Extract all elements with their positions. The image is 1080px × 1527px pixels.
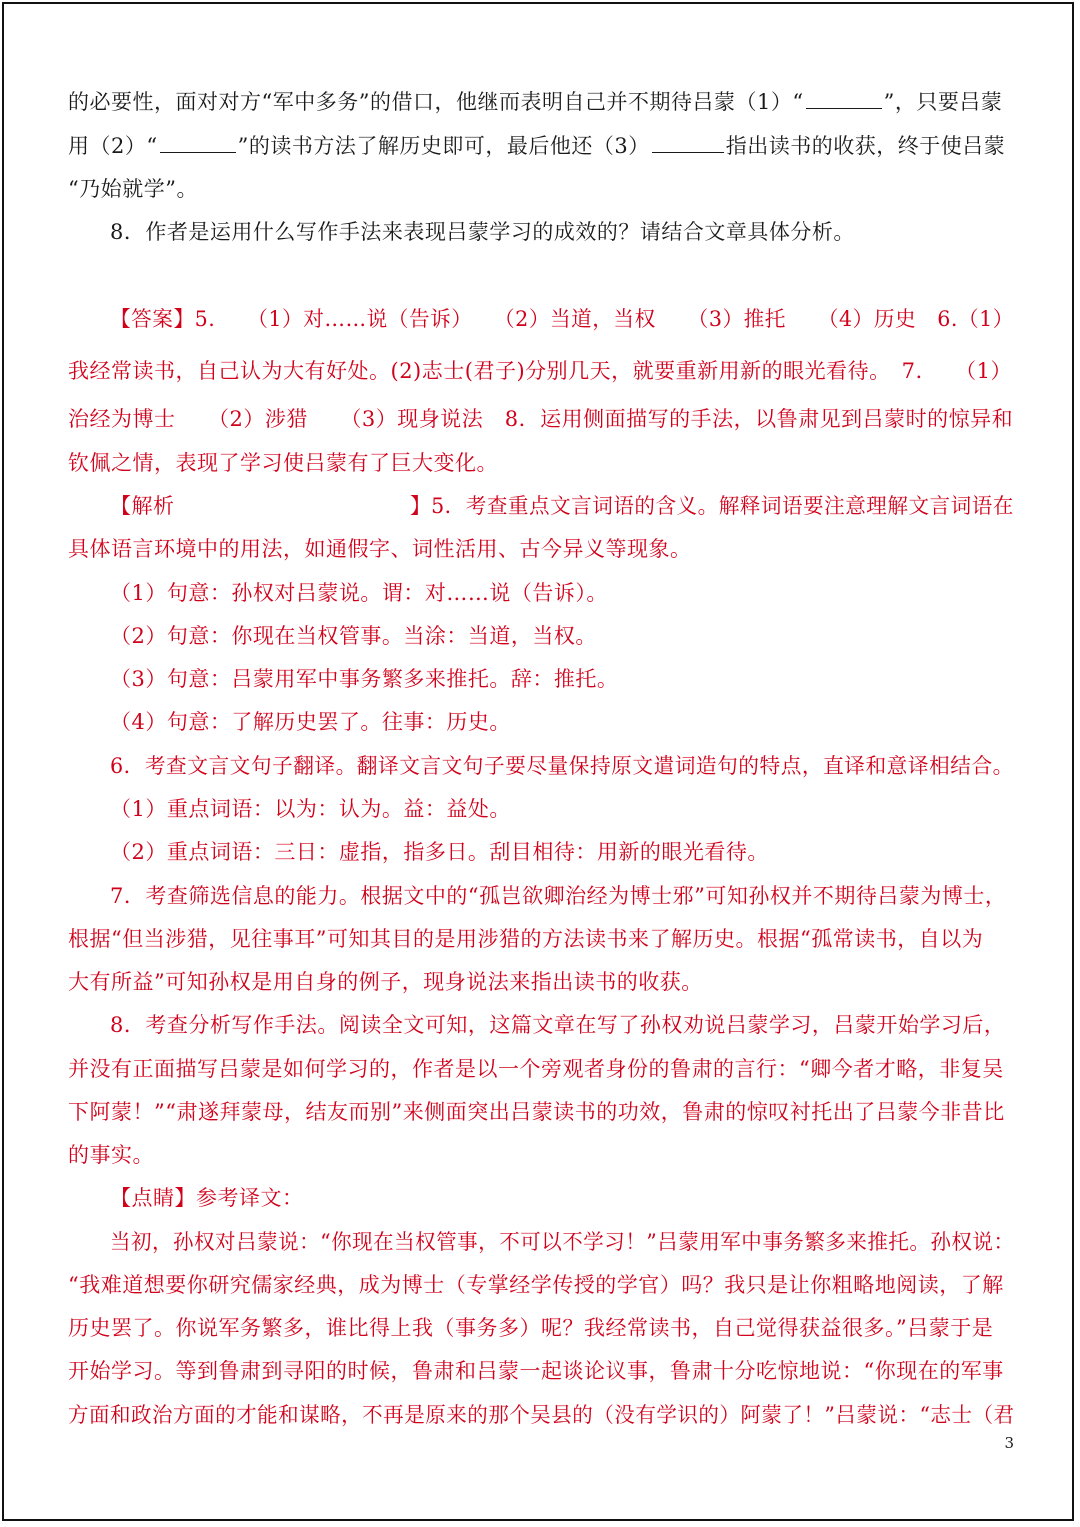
question-text: ”的读书方法了解历史即可，最后他还（3） xyxy=(237,134,650,158)
answer-label: 【答案】 xyxy=(110,307,195,331)
page-number: 3 xyxy=(1004,1434,1014,1452)
answer-line-3: 治经为博士 （2）涉猎 （3）现身说法 8．运用侧面描写的手法，以鲁肃见到吕蒙时的惊异和 xyxy=(68,407,1014,431)
answer-line-2: 我经常读书，自己认为大有好处。(2)志士(君子)分别几天，就要重新用新的眼光看待。 7. （1） xyxy=(68,359,1013,383)
analysis-line-12: 大有所益”可知孙权是用自身的例子，现身说法来指出读书的收获。 xyxy=(68,970,703,994)
analysis-line-6: （4）句意：了解历史罢了。往事：历史。 xyxy=(110,710,511,734)
question-8: 8．作者是运用什么写作手法来表现吕蒙学习的成效的？请结合文章具体分析。 xyxy=(110,220,855,244)
analysis-line-8: （1）重点词语：以为：认为。益：益处。 xyxy=(110,797,511,821)
analysis-line-11: 根据“但当涉猎，见往事耳”可知其目的是用涉猎的方法读书来了解历史。根据“孤常读书，自以为 xyxy=(68,927,984,951)
blank-1 xyxy=(806,90,882,109)
question-text: 用（2）“ xyxy=(68,134,158,158)
dianjing-line-1: 当初，孙权对吕蒙说：“你现在当权管事，不可以不学习！”吕蒙用军中事务繁多来推托。孙权说： xyxy=(110,1230,1015,1254)
question-text: ”，只要吕蒙 xyxy=(883,90,1003,114)
question-line-3: “乃始就学”。 xyxy=(68,177,198,201)
question-line-2 xyxy=(68,132,1005,160)
analysis-line-3: （1）句意：孙权对吕蒙说。谓：对……说（告诉）。 xyxy=(110,581,608,605)
question-text: 的必要性，面对对方“军中多务”的借口，他继而表明自己并不期待吕蒙（1）“ xyxy=(68,90,804,114)
analysis-line-4: （2）句意：你现在当权管事。当涂：当道，当权。 xyxy=(110,624,597,648)
analysis-line-2: 具体语言环境中的用法，如通假字、词性活用、古今异义等现象。 xyxy=(68,537,692,561)
analysis-line-16: 的事实。 xyxy=(68,1143,154,1167)
dianjing-line-2: “我难道想要你研究儒家经典，成为博士（专掌经学传授的学官）吗？我只是让你粗略地阅读，了解 xyxy=(68,1273,1004,1297)
analysis-line-9: （2）重点词语：三日：虚指，指多日。刮目相待：用新的眼光看待。 xyxy=(110,840,769,864)
blank-2 xyxy=(160,134,236,153)
dianjing-line-4: 开始学习。等到鲁肃到寻阳的时候，鲁肃和吕蒙一起谈论议事，鲁肃十分吃惊地说：“你现在的军事 xyxy=(68,1359,1004,1383)
answer-text: 5. （1）对……说（告诉） （2）当道，当权 （3）推托 （4）历史 6.（1） xyxy=(194,307,1014,331)
analysis-line-10: 7．考查筛选信息的能力。根据文中的“孤岂欲卿治经为博士邪”可知孙权并不期待吕蒙为博士， xyxy=(110,884,1007,908)
analysis-line-7: 6．考查文言文句子翻译。翻译文言文句子要尽量保持原文遣词造句的特点，直译和意译相结合。 xyxy=(110,754,1014,778)
analysis-line-1: 】5．考查重点文言词语的含义。解释词语要注意理解文言词语在 xyxy=(410,494,1014,518)
dianjing-label: 【点睛】参考译文： xyxy=(110,1186,304,1210)
analysis-line-5: （3）句意：吕蒙用军中事务繁多来推托。辞：推托。 xyxy=(110,667,619,691)
answer-line-4: 钦佩之情，表现了学习使吕蒙有了巨大变化。 xyxy=(68,451,498,475)
analysis-line-14: 并没有正面描写吕蒙是如何学习的，作者是以一个旁观者身份的鲁肃的言行：“卿今者才略，非复吴 xyxy=(68,1057,1004,1081)
blank-3 xyxy=(652,134,724,153)
question-line-1 xyxy=(68,88,1002,116)
dianjing-line-3: 历史罢了。你说军务繁多，谁比得上我（事务多）呢？我经常读书，自己觉得获益很多。”吕蒙于是 xyxy=(68,1316,994,1340)
answer-line-1 xyxy=(110,305,1014,333)
question-text: 指出读书的收获，终于使吕蒙 xyxy=(725,134,1006,158)
analysis-line-15: 下阿蒙！”“肃遂拜蒙母，结友而别”来侧面突出吕蒙读书的功效，鲁肃的惊叹衬托出了吕蒙今非昔比 xyxy=(68,1100,1005,1124)
dianjing-line-5: 方面和政治方面的才能和谋略，不再是原来的那个吴县的（没有学识的）阿蒙了！”吕蒙说：“志士（君 xyxy=(68,1403,1015,1427)
analysis-label: 【解析 xyxy=(110,494,175,518)
analysis-line-13: 8．考查分析写作手法。阅读全文可知，这篇文章在写了孙权劝说吕蒙学习，吕蒙开始学习后， xyxy=(110,1013,1006,1037)
